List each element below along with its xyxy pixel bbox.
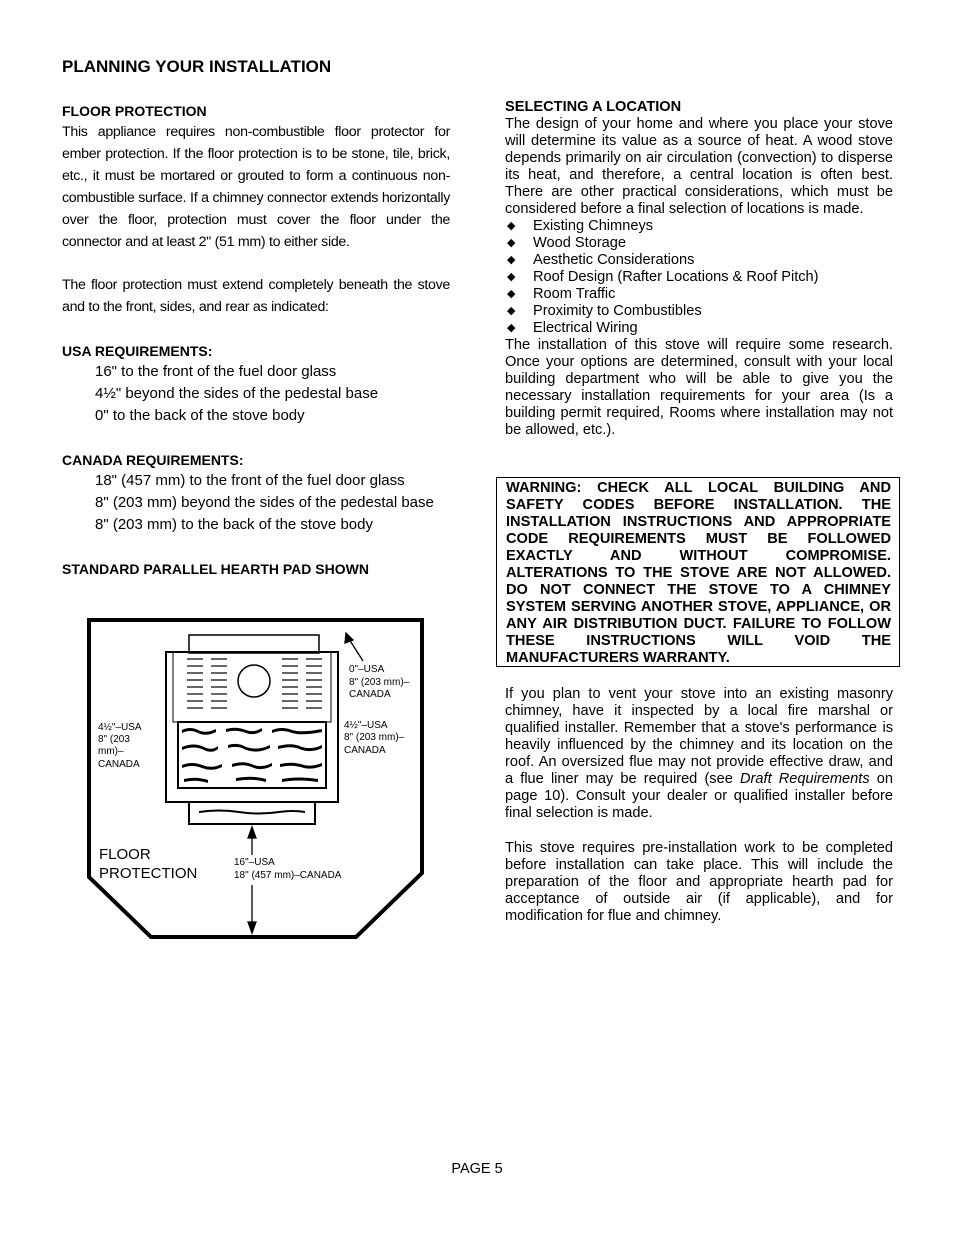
selecting-location-heading: SELECTING A LOCATION — [505, 99, 682, 115]
usa-req-item: 0" to the back of the stove body — [95, 407, 305, 424]
floor-protection-section — [62, 103, 450, 318]
rear-clearance-arrow — [349, 639, 363, 661]
diamond-bullet-icon: ◆ — [507, 237, 516, 249]
rear-clearance-label: 8" (203 mm)– — [349, 677, 410, 688]
list-item: ◆ Room Traffic — [507, 286, 616, 302]
canada-req-item: 18" (457 mm) to the front of the fuel door glass — [95, 472, 405, 489]
usa-requirements-heading: USA REQUIREMENTS: — [62, 343, 213, 359]
selecting-location-outro: The installation of this stove will require some research. Once your options are determined, consult with your local building department who will be able to give you the necessary installation requirements for your area (Is a building permit required, Rooms where installation may not be allowed, etc.). — [505, 337, 893, 438]
right-clearance-label: 4½"–USA — [344, 720, 388, 731]
canada-requirements-heading: CANADA REQUIREMENTS: — [62, 452, 244, 468]
masonry-chimney-paragraph: If you plan to vent your stove into an existing masonry chimney, have it inspected by a local fire marshal or qualified installer. Remember that a stove's performance is heavily influenced by the chimney and its location on the roof. An oversized flue may not provide effective draw, and a flue liner may be required (see Draft Requirements on page 10). Consult your dealer or qualified installer before final selection is made. — [505, 686, 894, 821]
page-number: PAGE 5 — [451, 1161, 503, 1177]
diamond-bullet-icon: ◆ — [507, 322, 516, 334]
warning-box: WARNING: CHECK ALL LOCAL BUILDING AND SAFETY CODES BEFORE INSTALLATION. THE INSTALLATION INSTRUCTIONS AND APPROPRIATE CODE REQUIREMENTS MUST BE FOLLOWED EXACTLY AND WITHOUT COMPROMISE. ALTERATIONS TO THE STOVE ARE NOT ALLOWED. DO NOT CONNECT THE STOVE TO A CHIMNEY SYSTEM SERVING ANOTHER STOVE, APPLIANCE, OR ANY AIR DISTRIBUTION DUCT. FAILURE TO FOLLOW THESE INSTRUCTIONS WILL VOID THE MANUFACTURERS WARRANTY. — [496, 477, 900, 667]
diamond-bullet-icon: ◆ — [507, 254, 516, 266]
right-clearance-label: CANADA — [344, 745, 386, 756]
rear-clearance-label: 0"–USA — [349, 664, 385, 675]
diamond-bullet-icon: ◆ — [507, 220, 516, 232]
usa-req-item: 4½" beyond the sides of the pedestal base — [95, 385, 379, 402]
floor-protection-label: PROTECTION — [99, 865, 198, 882]
pre-installation-paragraph: This stove requires pre-installation work to be completed before installation can take place. This will include the preparation of the floor and appropriate hearth pad for acceptance of outside air (if applicable), and for modification for flue and chimney. — [505, 840, 893, 924]
louver-grille — [187, 659, 322, 708]
left-clearance-label: CANADA — [98, 759, 140, 770]
list-item: ◆ Proximity to Combustibles — [507, 303, 702, 319]
selecting-location-intro: The design of your home and where you place your stove will determine its value as a source of heat. A wood stove depends primarily on air circulation (convection) to disperse its heat, and therefore, a central location is often best. There are other practical considerations, which must be considered before a final selection of locations is made. — [505, 116, 893, 217]
floor-protection-heading: FLOOR PROTECTION — [62, 103, 207, 119]
air-control-dial — [238, 665, 270, 697]
stove-top — [189, 635, 319, 653]
canada-req-item: 8" (203 mm) to the back of the stove body — [95, 516, 373, 533]
left-clearance-label: mm)– — [98, 746, 124, 757]
diamond-bullet-icon: ◆ — [507, 288, 516, 300]
list-item: ◆ Electrical Wiring — [507, 320, 638, 336]
usa-requirements-list — [95, 361, 378, 427]
draft-requirements-reference: Draft Requirements — [740, 771, 870, 787]
rear-clearance-label: CANADA — [349, 689, 391, 700]
right-clearance-label: 8" (203 mm)– — [344, 732, 405, 743]
selecting-location-section — [505, 99, 893, 439]
page-title: PLANNING YOUR INSTALLATION — [62, 57, 332, 76]
floor-protection-para-1: This appliance requires non-combustible floor protector for ember protection. If the floor protection is to be stone, tile, brick, etc., it must be mortared or grouted to form a continuous non-combustible surface. If a chimney connector extends horizontally over the floor, protection must cover the floor under the connector and at least 2" (51 mm) to either side. — [62, 124, 450, 250]
left-clearance-label: 4½"–USA — [98, 722, 142, 733]
list-item: ◆ Aesthetic Considerations — [507, 252, 695, 268]
front-clearance-label: 18" (457 mm)–CANADA — [234, 870, 342, 881]
list-item: ◆ Roof Design (Rafter Locations & Roof Pitch) — [507, 269, 819, 285]
list-item: ◆ Wood Storage — [507, 235, 627, 251]
left-clearance-label: 8" (203 — [98, 734, 130, 745]
hearth-pad-heading: STANDARD PARALLEL HEARTH PAD SHOWN — [62, 561, 369, 577]
canada-requirements-list — [95, 470, 434, 536]
diamond-bullet-icon: ◆ — [507, 305, 516, 317]
floor-protection-label: FLOOR — [99, 846, 151, 863]
hearth-pad-diagram — [86, 617, 426, 943]
floor-protection-para-2: The floor protection must extend completely beneath the stove and to the front, sides, and rear as indicated: — [62, 277, 450, 315]
flame-pattern — [182, 728, 322, 783]
usa-req-item: 16" to the front of the fuel door glass — [95, 363, 337, 380]
location-considerations-list — [505, 218, 893, 337]
diamond-bullet-icon: ◆ — [507, 271, 516, 283]
base-pattern — [199, 810, 305, 815]
front-clearance-label: 16"–USA — [234, 857, 275, 868]
canada-req-item: 8" (203 mm) beyond the sides of the pedestal base — [95, 494, 434, 511]
list-item: ◆ Existing Chimneys — [507, 218, 654, 234]
